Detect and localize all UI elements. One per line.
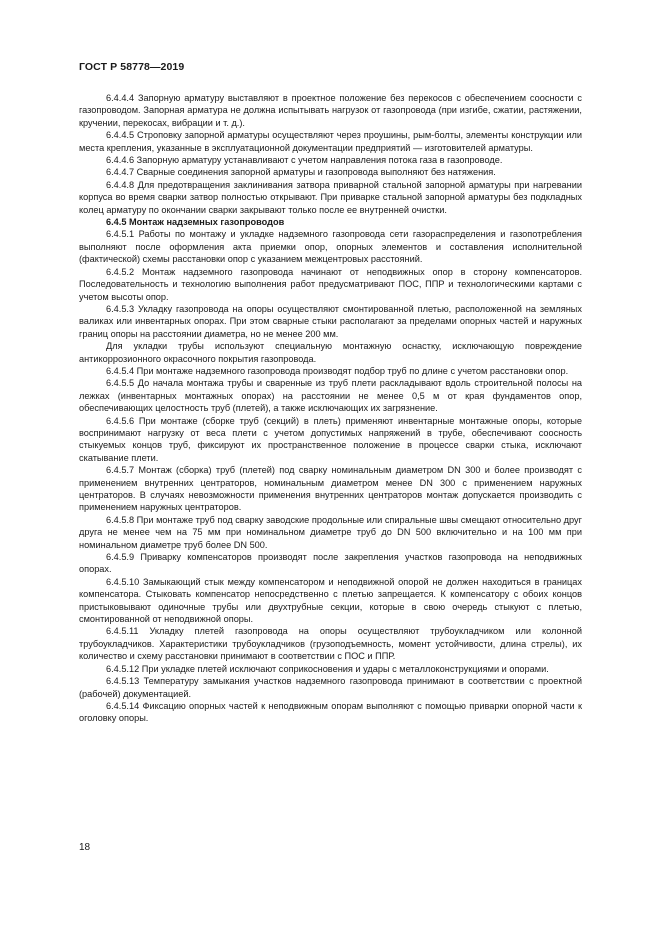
paragraph-6-4-5-4: 6.4.5.4 При монтаже надземного газопровода производят подбор труб по длине с учетом расстановки опор. — [106, 365, 569, 376]
paragraph-6-4-5-3: 6.4.5.3 Укладку газопровода на опоры осуществляют смонтированной плетью, расположенной на земляных валиках или инвентарных опорах. При этом сварные стыки располагают за пределами опорных частей и наружных границ опоры на расстоянии диаметра, но не менее 200 мм. — [79, 303, 582, 339]
paragraph-6-4-5-2: 6.4.5.2 Монтаж надземного газопровода начинают от неподвижных опор в сторону компенсаторов. Последовательность и технологию выполнения работ предусматривают ПОС, ППР и технологическими картами с учетом высоты опор. — [79, 266, 582, 302]
paragraph-6-4-4-8: 6.4.4.8 Для предотвращения заклинивания затвора приварной стальной запорной арматуры при нагревании корпуса во время сварки затвор полностью открывают. При приварке стальной запорной арматуры без подкладных колец арматуру по окончании сварки закрывают только после ее внутренней очистки. — [79, 179, 582, 215]
document-code-header: ГОСТ Р 58778—2019 — [79, 61, 185, 73]
paragraph-6-4-4-6: 6.4.4.6 Запорную арматуру устанавливают с учетом направления потока газа в газопроводе. — [106, 155, 503, 166]
paragraph-6-4-4-7: 6.4.4.7 Сварные соединения запорной арматуры и газопровода выполняют без натяжения. — [106, 167, 496, 178]
paragraph-6-4-5-1: 6.4.5.1 Работы по монтажу и укладке надземного газопровода сети газораспределения и газопотребления выполняют после оформления акта приемки опор, опорных элементов и составления исполнительной (фактической) схемы расстановки опор с указанием межцентровых расстояний. — [79, 229, 582, 265]
paragraph-6-4-4-5: 6.4.4.5 Строповку запорной арматуры осуществляют через проушины, рым-болты, элементы конструкции или места крепления, указанные в эксплуатационной документации предприятий — изготовителей арматуры. — [79, 130, 582, 153]
paragraph-6-4-5-6: 6.4.5.6 При монтаже (сборке труб (секций) в плеть) применяют инвентарные монтажные опоры, которые воспринимают нагрузку от веса плети с учетом допустимых напряжений в трубе, обеспечивают соосность стыкуемых концов труб, фиксируют их пространственное положение в процессе сварки стыка, исключают скатывание плети. — [79, 415, 582, 463]
page-number: 18 — [79, 842, 91, 853]
paragraph-6-4-4-4: 6.4.4.4 Запорную арматуру выставляют в проектное положение без перекосов с обеспечением соосности с газопроводом. Запорная арматура не должна испытывать нагрузок от газопровода (при изгибе, сжатии, растяжении, кручении, перекосах, вибрации и т. д.). — [79, 93, 582, 128]
paragraph-6-4-5-14: 6.4.5.14 Фиксацию опорных частей к неподвижным опорам выполняют с помощью приварки опорной части к оголовку опоры. — [79, 700, 582, 724]
paragraph-6-4-5-3-cont: Для укладки трубы используют специальную монтажную оснастку, исключающую повреждение антикоррозионного окрасочного покрытия газопровода. — [79, 341, 582, 364]
paragraph-6-4-5-5: 6.4.5.5 До начала монтажа трубы и сваренные из труб плети раскладывают вдоль строительной полосы на лежках (инвентарных монтажных опорах) на расстоянии не менее 0,5 м от края фундаментов опор, обеспечивающих целостность труб (плетей), а также исключающих их загрязнение. — [79, 378, 582, 414]
paragraph-6-4-5-11: 6.4.5.11 Укладку плетей газопровода на опоры осуществляют трубоукладчиком или колонной трубоукладчиков. Характеристики трубоукладчиков (грузоподъемность, момент устойчивости, длина стрелы), их количество и схему расстановки принимают в соответствии с ПОС и ППР. — [79, 626, 582, 662]
paragraph-6-4-5-7: 6.4.5.7 Монтаж (сборка) труб (плетей) под сварку номинальным диаметром DN 300 и более производят с применением внутренних центраторов, номинальным диаметром менее DN 300 с применением наружных центраторов. В случаях невозможности применения внутренних центраторов монтаж допускается производить с применением наружных центраторов. — [79, 465, 582, 513]
section-heading-6-4-5: 6.4.5 Монтаж надземных газопроводов — [106, 217, 285, 228]
paragraph-6-4-5-9: 6.4.5.9 Приварку компенсаторов производят после закрепления участков газопровода на неподвижных опорах. — [79, 552, 582, 575]
paragraph-6-4-5-10: 6.4.5.10 Замыкающий стык между компенсатором и неподвижной опорой не должен находиться в границах компенсатора. Стыковать компенсатор непосредственно с плетью запрещается. К компенсатору с обоих концов пристыковывают одиночные трубы или двухтрубные секции, которые в свою очередь стыкуют с плетью, смонтированной от неподвижной опоры. — [79, 576, 582, 625]
paragraph-6-4-5-8: 6.4.5.8 При монтаже труб под сварку заводские продольные или спиральные швы смещают относительно друг друга не менее чем на 75 мм при номинальном диаметре труб до DN 500 включительно и на 100 мм при номинальном диаметре труб более DN 500. — [79, 514, 582, 550]
paragraph-6-4-5-13: 6.4.5.13 Температуру замыкания участков надземного газопровода принимают в соответствии с проектной (рабочей) документацией. — [79, 676, 582, 699]
document-body — [79, 92, 582, 725]
paragraph-6-4-5-12: 6.4.5.12 При укладке плетей исключают соприкосновения и удары с металлоконструкциями и опорами. — [106, 663, 549, 674]
